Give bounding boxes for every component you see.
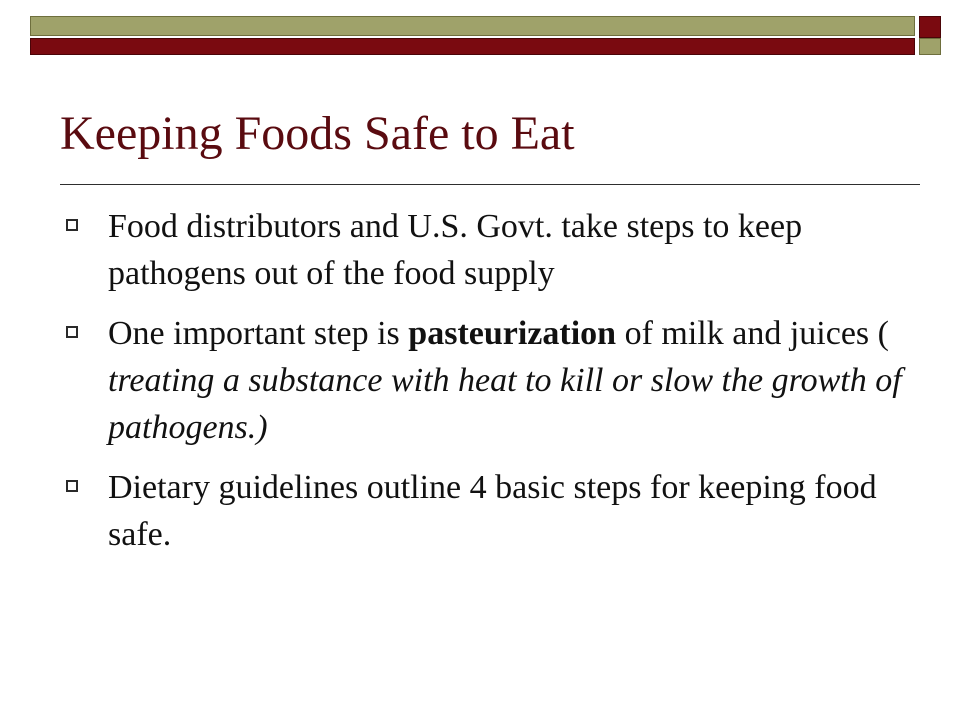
top-maroon-bar <box>30 38 915 55</box>
pasteurization-definition: treating a substance with heat to kill or slow the growth of pathogens.) <box>108 362 902 446</box>
bullet-item <box>66 310 926 451</box>
bullet-text: Dietary guidelines outline 4 basic steps for keeping food safe. <box>108 469 877 553</box>
slide-title: Keeping Foods Safe to Eat <box>60 107 575 160</box>
bullet-text: Food distributors and U.S. Govt. take steps to keep pathogens out of the food supply <box>108 208 803 292</box>
top-olive-bar <box>30 16 915 36</box>
top-olive-square <box>919 38 941 55</box>
bullet-item <box>66 203 926 297</box>
hollow-square-icon <box>66 219 78 231</box>
bullet-text-middle: of milk and juices ( <box>616 315 889 352</box>
pasteurization-term: pasteurization <box>408 315 617 352</box>
top-maroon-square <box>919 16 941 38</box>
title-divider <box>60 184 920 185</box>
hollow-square-icon <box>66 326 78 338</box>
bullet-list <box>66 203 926 571</box>
bullet-item <box>66 464 926 558</box>
bullet-text-lead: One important step is <box>108 315 409 352</box>
hollow-square-icon <box>66 480 78 492</box>
